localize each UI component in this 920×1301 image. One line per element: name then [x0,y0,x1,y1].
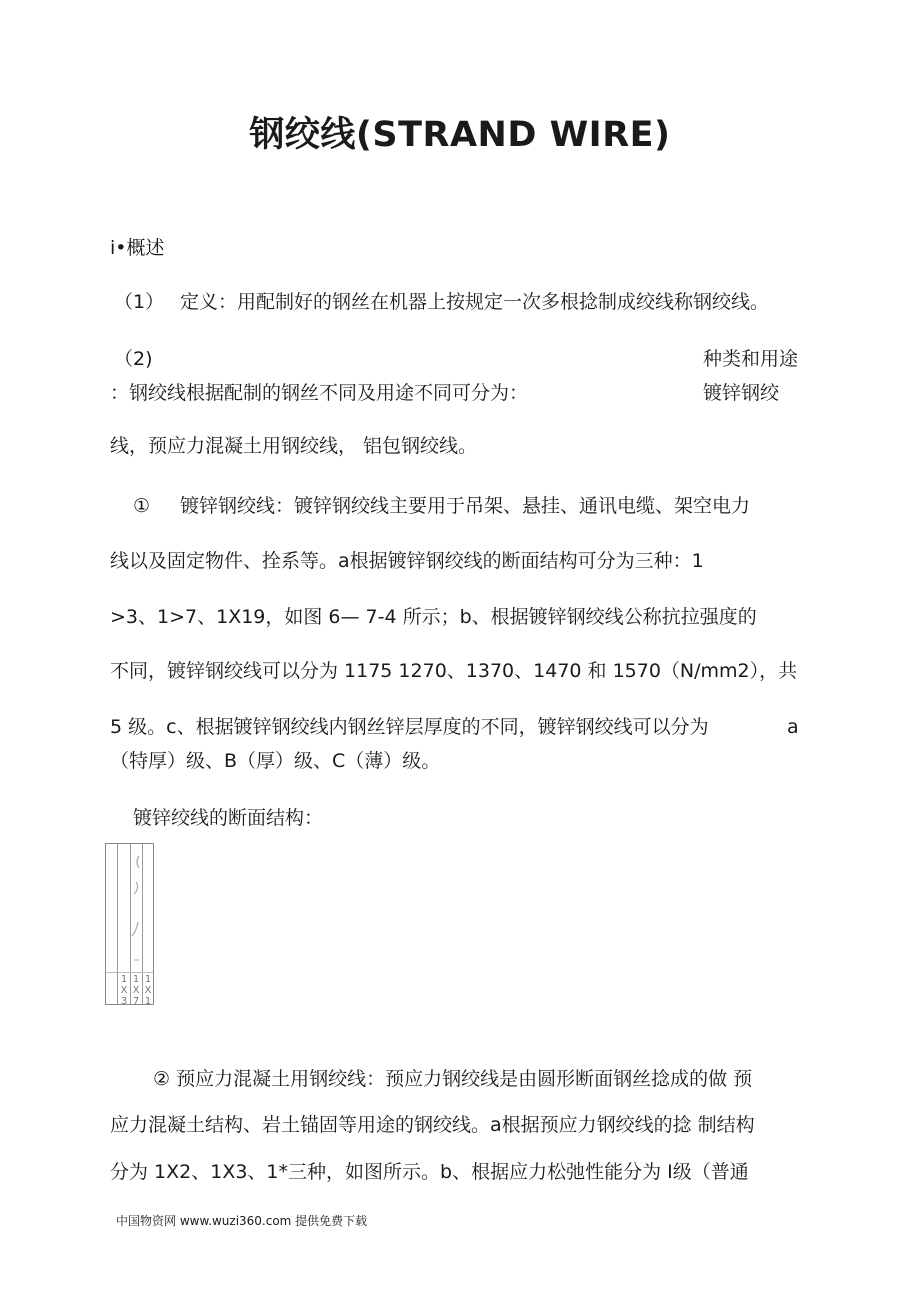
document-title: 钢绞线(STRAND WIRE) [249,115,671,155]
galv-line5-right: a [787,716,799,738]
galv-line6: （特厚）级、B（厚）级、C（薄）级。 [110,750,441,772]
figure-cell-1x7: 1 X 7 [132,974,140,1007]
prestress-line3: 分为 1X2、1X3、1*三种，如图所示。b、根据应力松弛性能分为 Ⅰ级（普通 [110,1161,749,1183]
item2-line1: ：钢绞线根据配制的钢丝不同及用途不同可分为： [110,382,529,404]
footer-source: 中国物资网 www.wuzi360.com 提供免费下载 [116,1214,368,1228]
galv-line3: >3、1>7、1X19，如图 6— 7-4 所示；b、根据镀锌钢绞线公称抗拉强度的 [110,606,757,628]
item1-number: （1） [114,291,165,313]
galv-line1: 镀锌钢绞线：镀锌钢绞线主要用于吊架、悬挂、通讯电缆、架空电力 [180,495,751,517]
section-heading: i•概述 [110,237,165,259]
prestress-line2: 应力混凝土结构、岩土锚固等用途的钢绞线。a根据预应力钢绞线的捻 制结构 [110,1114,755,1136]
item2-line2: 线，预应力混凝土用钢绞线， 铝包钢绞线。 [110,435,478,457]
cross-section-figure [105,843,154,1005]
galv-line5: 5 级。c、根据镀锌钢绞线内钢丝锌层厚度的不同，镀锌钢绞线可以分为 [110,716,709,738]
prestress-line1: ② 预应力混凝土用钢绞线：预应力钢绞线是由圆形断面钢丝捻成的做 预 [153,1068,753,1090]
item1-definition: 定义：用配制好的钢丝在机器上按规定一次多根捻制成绞线称钢绞线。 [180,291,770,313]
item2-right-label: 种类和用途 [703,348,799,370]
item2-line1-right: 镀锌钢绞 [703,382,780,404]
galv-line2: 线以及固定物件、拴系等。a根据镀锌钢绞线的断面结构可分为三种：1 [110,550,704,572]
galv-line4: 不同，镀锌钢绞线可以分为 1175 1270、1370、1470 和 1570（N/mm2），共 [110,660,798,682]
figure-cell-1x3: 1 X 3 [120,974,128,1007]
figure-caption: 镀锌绞线的断面结构： [133,807,324,829]
galv-marker: ① [133,495,151,517]
figure-cell-1x19: 1 X 1 [144,974,152,1007]
item2-number: （2) [114,348,153,370]
